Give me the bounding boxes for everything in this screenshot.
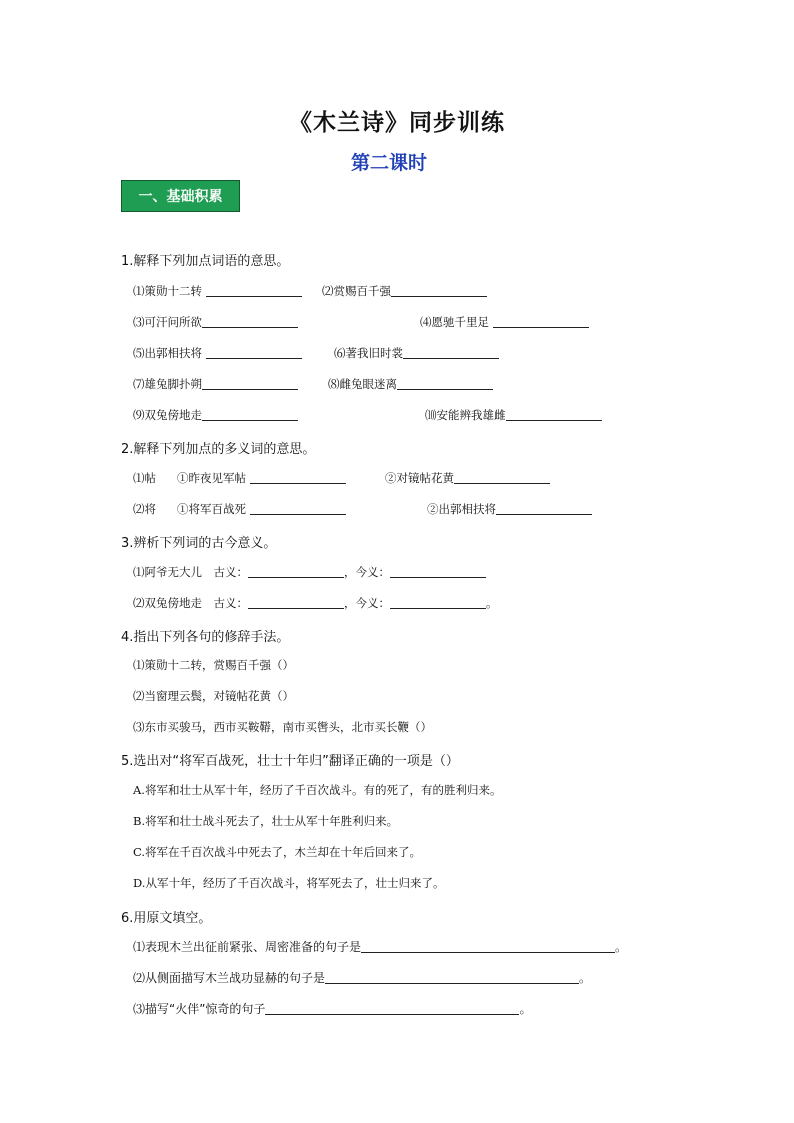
q5-option-c[interactable]: C.将军在千百次战斗中死去了，木兰却在十年后回来了。 <box>133 845 422 859</box>
q4-item-1: ⑴策勋十二转，赏赐百千强（） <box>133 658 294 672</box>
q1-item-10: ⑽安能辨我雄雌 <box>425 407 602 423</box>
question-5-stem: 5.选出对“将军百战死，壮士十年归”翻译正确的一项是（） <box>121 754 459 769</box>
q1-item-7: ⑺雄兔脚扑朔 <box>133 376 298 392</box>
q2-item-2b: ②出郭相扶将 <box>427 501 592 517</box>
answer-blank[interactable] <box>390 596 486 609</box>
q4-item-3: ⑶东市买骏马，西市买鞍鞯，南市买辔头，北市买长鞭（） <box>133 720 432 734</box>
question-2-stem: 2.解释下列加点的多义词的意思。 <box>121 442 316 457</box>
answer-blank[interactable] <box>397 377 493 390</box>
answer-blank[interactable] <box>454 471 550 484</box>
answer-blank[interactable] <box>248 565 344 578</box>
q1-item-9: ⑼双兔傍地走 <box>133 407 298 423</box>
q1-item-2: ⑵赏赐百千强 <box>322 283 487 299</box>
q5-option-b[interactable]: B.将军和壮士战斗死去了，壮士从军十年胜利归来。 <box>133 814 399 828</box>
answer-blank[interactable] <box>361 940 615 953</box>
q3-item-2: ⑵双兔傍地走 古义： ，今义： 。 <box>133 596 498 610</box>
q2-item-1a: ①昨夜见军帖 <box>177 470 346 486</box>
q1-item-6: ⑹著我旧时裳 <box>334 345 499 361</box>
question-3-stem: 3.辨析下列词的古今意义。 <box>121 536 277 551</box>
q6-item-1: ⑴表现木兰出征前紧张、周密准备的句子是 。 <box>133 940 628 954</box>
q6-item-3: ⑶描写“火伴”惊奇的句子 。 <box>133 1002 532 1016</box>
section-heading: 一、基础积累 <box>121 180 240 212</box>
page-title: 《木兰诗》同步训练 <box>289 110 505 136</box>
answer-blank[interactable] <box>493 315 589 328</box>
q3-item-1: ⑴阿爷无大儿 古义： ，今义： <box>133 564 486 580</box>
page-subtitle: 第二课时 <box>350 152 427 174</box>
q5-option-d[interactable]: D.从军十年，经历了千百次战斗，将军死去了，壮士归来了。 <box>133 876 445 890</box>
q1-item-3: ⑶可汗问所欲 <box>133 314 298 330</box>
q6-item-2: ⑵从侧面描写木兰战功显赫的句子是 。 <box>133 971 592 985</box>
answer-blank[interactable] <box>250 502 346 515</box>
answer-blank[interactable] <box>202 315 298 328</box>
question-4-stem: 4.指出下列各句的修辞手法。 <box>121 630 290 645</box>
answer-blank[interactable] <box>202 408 298 421</box>
q1-item-4: ⑷愿驰千里足 <box>420 314 589 330</box>
question-6-stem: 6.用原文填空。 <box>121 911 212 926</box>
q5-option-a[interactable]: A.将军和壮士从军十年，经历了千百次战斗。有的死了，有的胜利归来。 <box>133 783 502 797</box>
answer-blank[interactable] <box>248 596 344 609</box>
answer-blank[interactable] <box>325 971 579 984</box>
answer-blank[interactable] <box>206 284 302 297</box>
q1-item-5: ⑸出郭相扶将 <box>133 345 302 361</box>
answer-blank[interactable] <box>265 1002 519 1015</box>
q2-item-1b: ②对镜帖花黄 <box>385 470 550 486</box>
q2-label-2: ⑵将 <box>133 502 156 516</box>
q2-item-2a: ①将军百战死 <box>177 501 346 517</box>
answer-blank[interactable] <box>206 346 302 359</box>
answer-blank[interactable] <box>403 346 499 359</box>
answer-blank[interactable] <box>496 502 592 515</box>
q1-item-1: ⑴策勋十二转 <box>133 283 302 299</box>
q1-item-8: ⑻雌兔眼迷离 <box>328 376 493 392</box>
answer-blank[interactable] <box>391 284 487 297</box>
q2-label-1: ⑴帖 <box>133 471 156 485</box>
answer-blank[interactable] <box>506 408 602 421</box>
q4-item-2: ⑵当窗理云鬓，对镜帖花黄（） <box>133 689 294 703</box>
answer-blank[interactable] <box>250 471 346 484</box>
answer-blank[interactable] <box>390 565 486 578</box>
answer-blank[interactable] <box>202 377 298 390</box>
question-1-stem: 1.解释下列加点词语的意思。 <box>121 254 290 269</box>
